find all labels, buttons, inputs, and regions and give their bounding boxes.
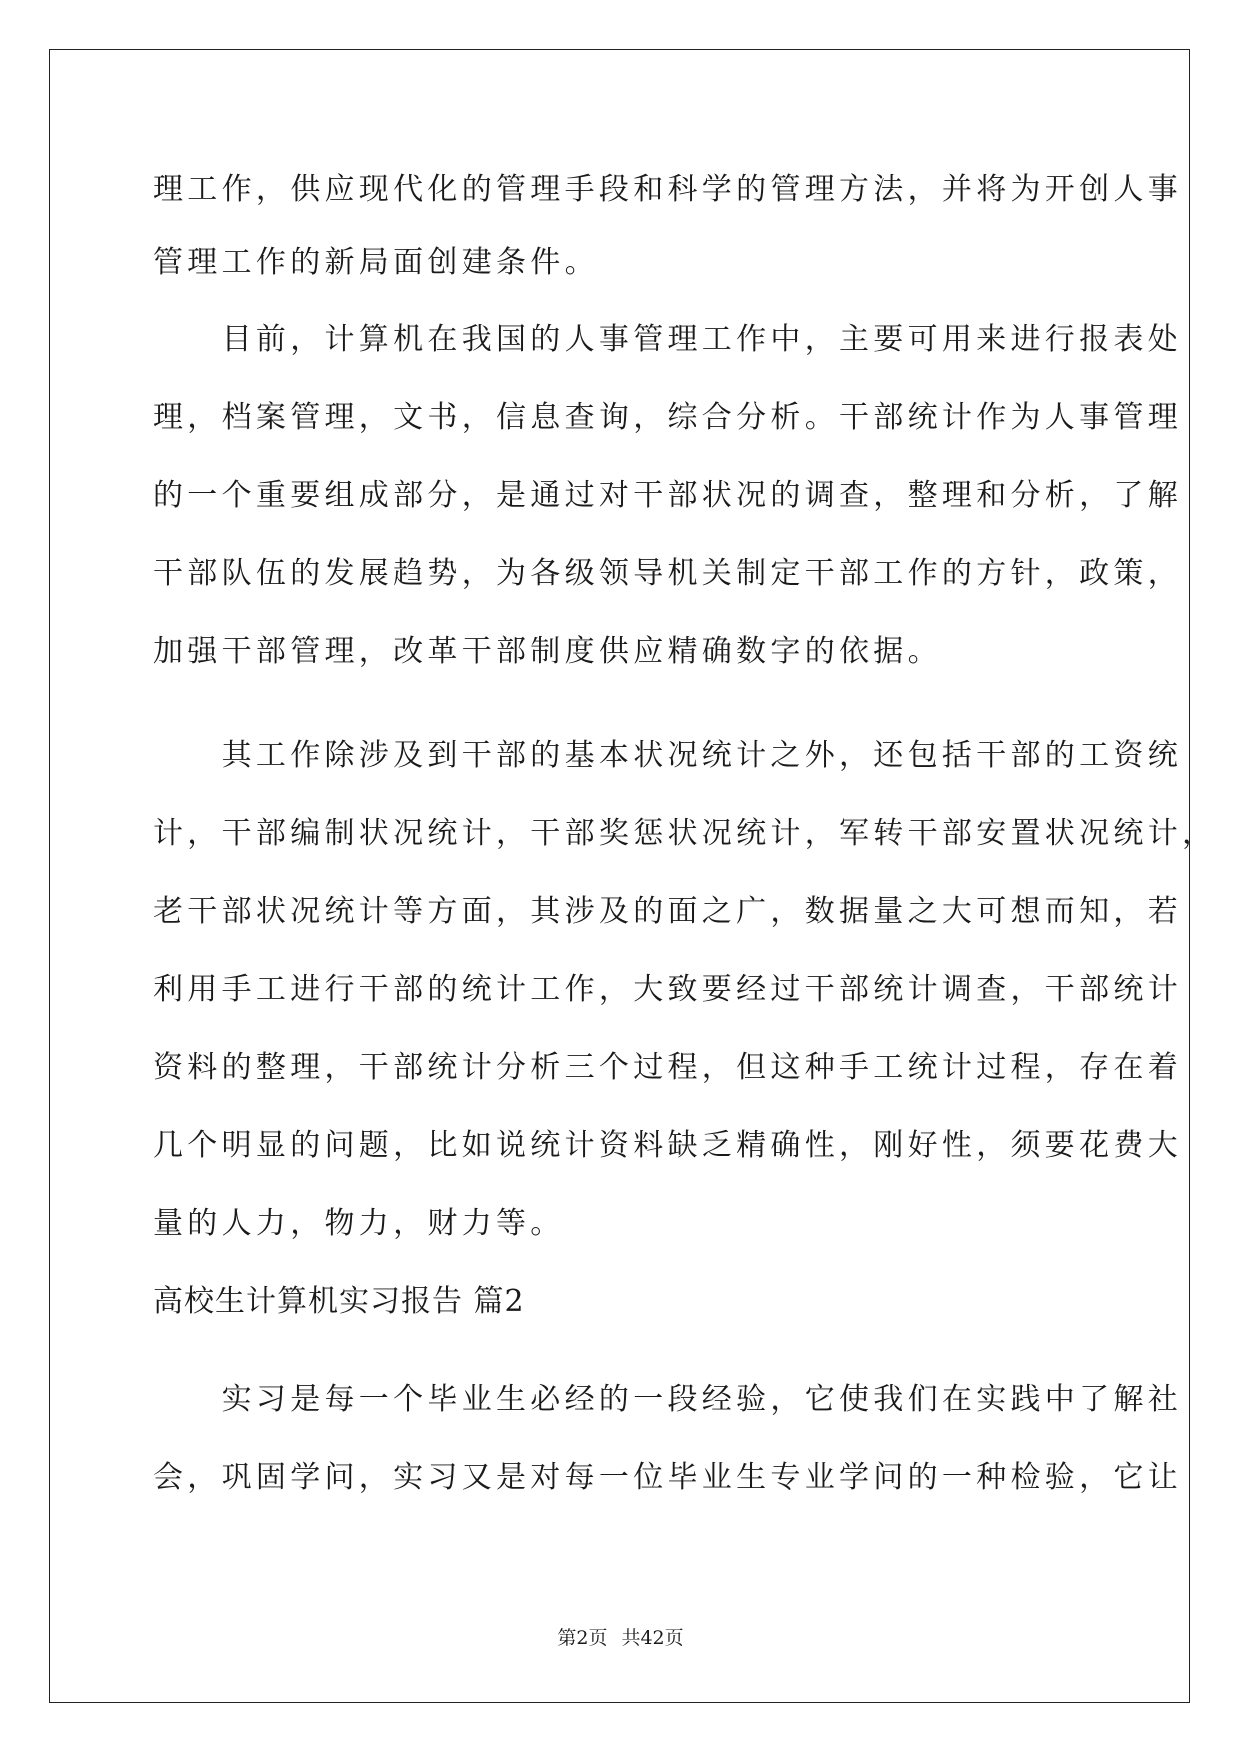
text-line: 理，档案管理，文书，信息查询，综合分析。干部统计作为人事管理 — [153, 400, 1182, 435]
text-line: 理工作，供应现代化的管理手段和科学的管理方法，并将为开创人事 — [153, 172, 1182, 207]
page-footer — [0, 1626, 1241, 1650]
text-line: 目前，计算机在我国的人事管理工作中，主要可用来进行报表处 — [153, 322, 1182, 357]
page-total: 共42页 — [621, 1627, 684, 1649]
text-line: 干部队伍的发展趋势，为各级领导机关制定干部工作的方针，政策， — [153, 556, 1182, 591]
text-line: 量的人力，物力，财力等。 — [153, 1206, 565, 1241]
text-line: 几个明显的问题，比如说统计资料缺乏精确性，刚好性，须要花费大 — [153, 1128, 1182, 1163]
text-line: 管理工作的新局面创建条件。 — [153, 245, 599, 280]
text-line: 利用手工进行干部的统计工作，大致要经过干部统计调查，干部统计 — [153, 972, 1182, 1007]
text-line: 的一个重要组成部分，是通过对干部状况的调查，整理和分析，了解 — [153, 478, 1182, 513]
text-line: 资料的整理，干部统计分析三个过程，但这种手工统计过程，存在着 — [153, 1050, 1182, 1085]
text-line: 计，干部编制状况统计，干部奖惩状况统计，军转干部安置状况统计， — [153, 816, 1217, 851]
text-line: 会，巩固学问，实习又是对每一位毕业生专业学问的一种检验，它让 — [153, 1460, 1182, 1495]
text-line: 实习是每一个毕业生必经的一段经验，它使我们在实践中了解社 — [153, 1382, 1182, 1417]
text-line: 其工作除涉及到干部的基本状况统计之外，还包括干部的工资统 — [153, 738, 1182, 773]
text-line: 加强干部管理，改革干部制度供应精确数字的依据。 — [153, 634, 942, 669]
section-heading: 高校生计算机实习报告 篇2 — [153, 1284, 525, 1319]
text-line: 老干部状况统计等方面，其涉及的面之广，数据量之大可想而知，若 — [153, 894, 1182, 929]
page-border — [49, 49, 1217, 1703]
page-number: 第2页 — [557, 1627, 608, 1649]
